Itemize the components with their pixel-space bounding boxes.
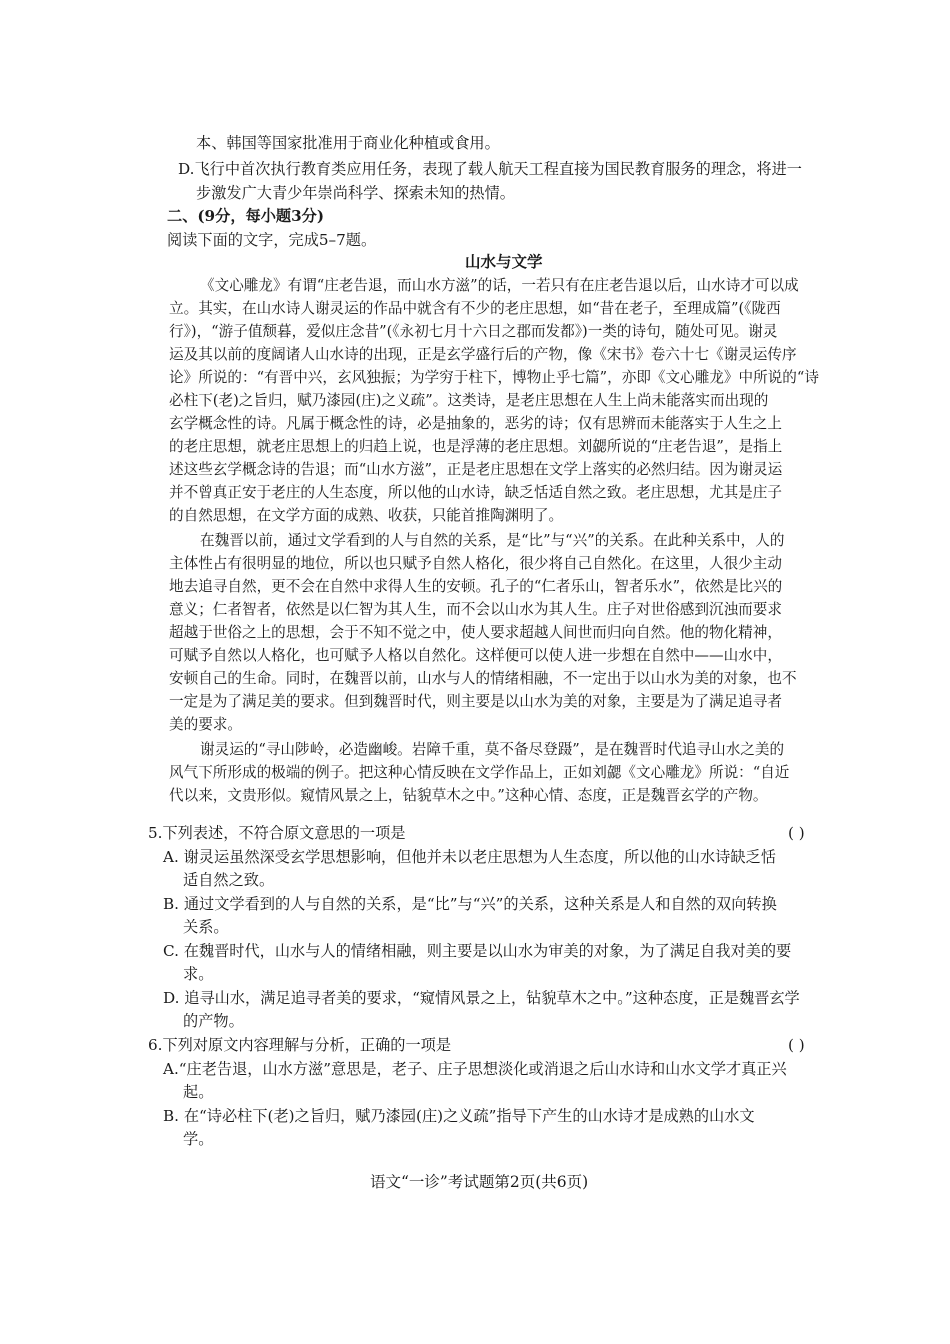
article-line: 行》)，“游子值颓暮，爱似庄念昔”(《永初七月十六日之郡而发都》)一类的诗句，随处可见。谢灵 [169,323,778,340]
option-b: B. 通过文学看到的人与自然的关系，是“比”与“兴”的关系，这种关系是人和自然的双向转换 [163,895,777,913]
article-line: 风气下所形成的极端的例子。把这种心情反映在文学作品上，正如刘勰《文心雕龙》所说：“自近 [169,764,790,781]
article-line: 玄学概念性的诗。凡属于概念性的诗，必是抽象的，恶劣的诗；仅有思辨而未能落实于人生之上 [169,415,782,432]
option-b: B. 在“诗必柱下(老)之旨归，赋乃漆园(庄)之义疏”指导下产生的山水诗才是成熟的山水文 [163,1107,755,1125]
option-a-cont: 起。 [183,1083,214,1101]
article-line: 可赋予自然以人格化，也可赋予人格以自然化。这样便可以使人进一步想在自然中——山水中， [169,647,782,664]
answer-bracket: ( ) [788,1036,805,1054]
text-line: 步激发广大青少年崇尚科学、探索未知的热情。 [196,184,515,202]
article-line: 运及其以前的度阔诸人山水诗的出现，正是玄学盛行后的产物，像《宋书》卷六十七《谢灵运传序 [169,346,797,363]
article-line: 主体性占有很明显的地位，所以也只赋予自然人格化，很少将自己自然化。在这里，人很少主动 [169,555,782,572]
question-6-stem: 6.下列对原文内容理解与分析，正确的一项是 [148,1036,452,1054]
article-line: 的老庄思想，就老庄思想上的归趋上说，也是浮薄的老庄思想。刘勰所说的“庄老告退”，是指上 [169,438,783,455]
answer-bracket: ( ) [788,824,805,842]
article-line: 一定是为了满足美的要求。但到魏晋时代，则主要是以山水为美的对象，主要是为了满足追寻者 [169,693,782,710]
option-d-line: D.飞行中首次执行教育类应用任务，表现了载人航天工程直接为国民教育服务的理念，将进一 [178,160,802,178]
option-b-cont: 关系。 [183,918,229,936]
article-title: 山水与文学 [465,252,543,271]
option-d-cont: 的产物。 [183,1012,244,1030]
article-line: 的自然思想，在文学方面的成熟、收获，只能首推陶渊明了。 [169,507,564,524]
option-c-cont: 求。 [183,965,214,983]
option-a: A. 谢灵运虽然深受玄学思想影响，但他并未以老庄思想为人生态度，所以他的山水诗缺乏恬 [163,848,776,866]
article-line: 论》所说的：“有晋中兴，玄风独振；为学穷于柱下，博物止乎七篇”，亦即《文心雕龙》中所说的“诗 [169,369,819,386]
article-line: 意义；仁者智者，依然是以仁智为其人生，而不会以山水为其人生。庄子对世俗感到沉浊而要求 [169,601,782,618]
article-line: 超越于世俗之上的思想，会于不知不觉之中，使人要求超越人间世而归向自然。他的物化精神， [169,624,782,641]
article-line: 《文心雕龙》有谓“庄老告退，而山水方滋”的话，一若只有在庄老告退以后，山水诗才可以成 [200,277,799,294]
article-line: 美的要求。 [169,716,242,733]
article-line: 述这些玄学概念诗的告退；而“山水方滋”，正是老庄思想在文学上落实的必然归结。因为谢灵运 [169,461,783,478]
option-a: A.“庄老告退，山水方滋”意思是，老子、庄子思想淡化或消退之后山水诗和山水文学才真正兴 [163,1060,787,1078]
article-line: 代以来，文贵形似。窥情风景之上，钻貌草木之中。”这种心情、态度，正是魏晋玄学的产物。 [169,787,768,804]
article-line: 地去追寻自然，更不会在自然中求得人生的安顿。孔子的“仁者乐山，智者乐水”，依然是比兴的 [169,578,783,595]
article-line: 必柱下(老)之旨归，赋乃漆园(庄)之义疏”。这类诗，是老庄思想在人生上尚未能落实而出现的 [169,392,769,409]
question-5-stem: 5.下列表述，不符合原文意思的一项是 [148,824,406,842]
option-c: C. 在魏晋时代，山水与人的情绪相融，则主要是以山水为审美的对象，为了满足自我对美的要 [163,942,792,960]
page-footer: 语文“一诊”考试题第2页(共6页) [370,1173,589,1191]
article-line: 并不曾真正安于老庄的人生态度，所以他的山水诗，缺乏恬适自然之致。老庄思想，尤其是庄子 [169,484,782,501]
article-line: 安顿自己的生命。同时，在魏晋以前，山水与人的情绪相融，不一定出于以山水为美的对象，也不 [169,670,797,687]
article-line: 谢灵运的“寻山陟岭，必造幽峻。岩障千重，莫不备尽登蹑”，是在魏晋时代追寻山水之美的 [200,741,785,758]
option-d: D. 追寻山水，满足追寻者美的要求，“窥情风景之上，钻貌草木之中。”这种态度，正是魏晋玄学 [163,989,800,1007]
text-line: 本、韩国等国家批准用于商业化种植或食用。 [196,134,500,152]
option-b-cont: 学。 [183,1130,214,1148]
section-instruction: 阅读下面的文字，完成5–7题。 [167,231,377,249]
article-line: 在魏晋以前，通过文学看到的人与自然的关系，是“比”与“兴”的关系。在此种关系中，人的 [200,532,785,549]
section-heading: 二、(9分，每小题3分) [167,207,325,225]
option-a-cont: 适自然之致。 [183,871,275,889]
article-line: 立。其实，在山水诗人谢灵运的作品中就含有不少的老庄思想，如“昔在老子，至理成篇”(《陇西 [169,300,781,317]
